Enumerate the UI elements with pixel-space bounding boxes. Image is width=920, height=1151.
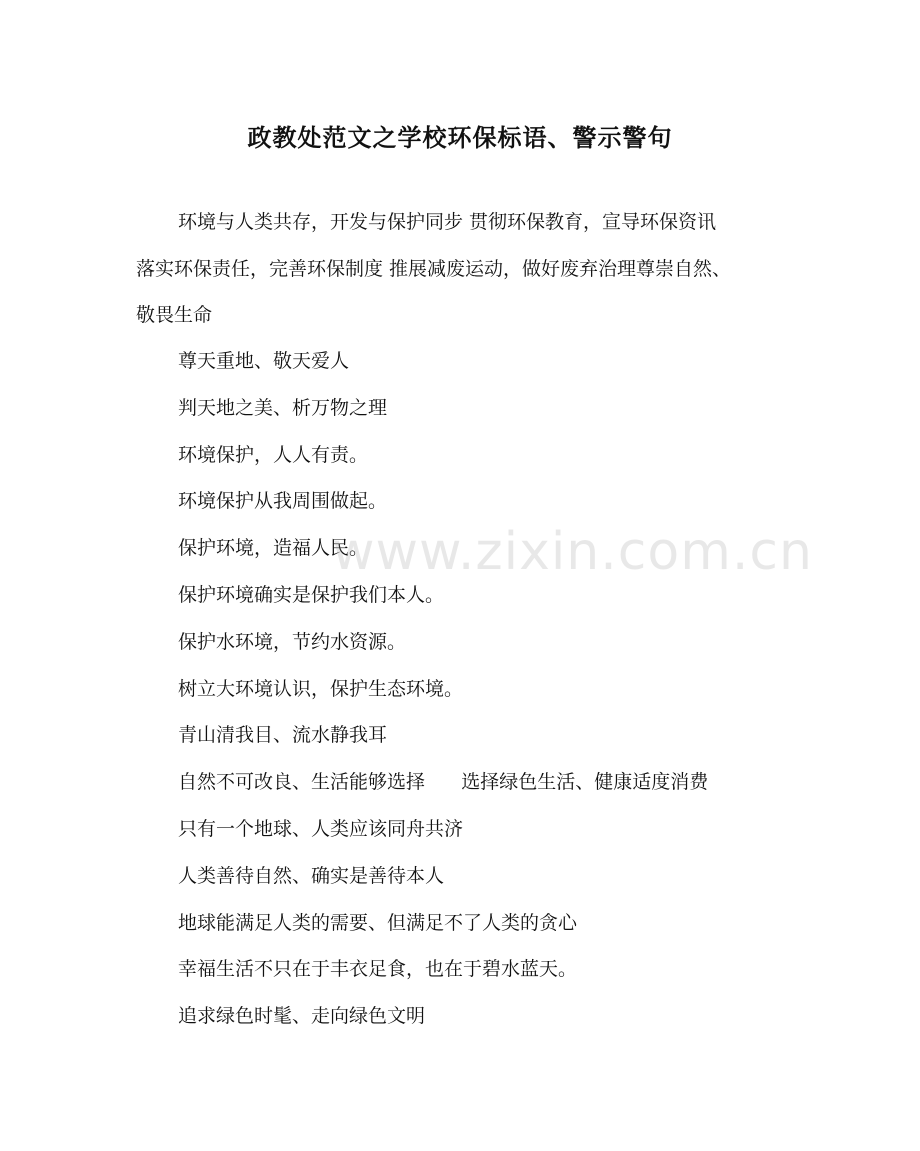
slogan-list xyxy=(178,338,818,1040)
slogan-item: 自然不可改良、生活能够选择 选择绿色生活、健康适度消费 xyxy=(178,771,709,794)
slogan-item: 地球能满足人类的需要、但满足不了人类的贪心 xyxy=(178,911,578,934)
document-title: 政教处范文之学校环保标语、警示警句 xyxy=(247,123,673,152)
watermark: www.zixin.com.cn xyxy=(332,522,813,582)
intro-line: 敬畏生命 xyxy=(136,304,213,326)
slogan-item: 环境保护，人人有责。 xyxy=(178,443,369,466)
slogan-item: 环境保护从我周围做起。 xyxy=(178,490,388,513)
intro-line: 环境与人类共存，开发与保护同步 贯彻环保教育，宣导环保资讯 xyxy=(178,211,717,233)
slogan-item: 保护水环境，节约水资源。 xyxy=(178,630,407,653)
intro-paragraph xyxy=(136,199,796,339)
slogan-item: 追求绿色时髦、走向绿色文明 xyxy=(178,1005,426,1028)
slogan-item: 判天地之美、析万物之理 xyxy=(178,396,388,419)
slogan-item: 保护环境确实是保护我们本人。 xyxy=(178,583,445,606)
slogan-item: 只有一个地球、人类应该同舟共济 xyxy=(178,817,464,840)
slogan-item: 尊天重地、敬天爱人 xyxy=(178,350,350,372)
slogan-item: 青山清我目、流水静我耳 xyxy=(178,724,388,747)
slogan-item: 保护环境，造福人民。 xyxy=(178,537,369,560)
slogan-item: 树立大环境认识，保护生态环境。 xyxy=(178,677,464,700)
slogan-item: 人类善待自然、确实是善待本人 xyxy=(178,864,445,887)
intro-line: 落实环保责任，完善环保制度 推展减废运动，做好废弃治理尊崇自然、 xyxy=(136,257,732,280)
slogan-item: 幸福生活不只在于丰衣足食，也在于碧水蓝天。 xyxy=(178,958,578,981)
